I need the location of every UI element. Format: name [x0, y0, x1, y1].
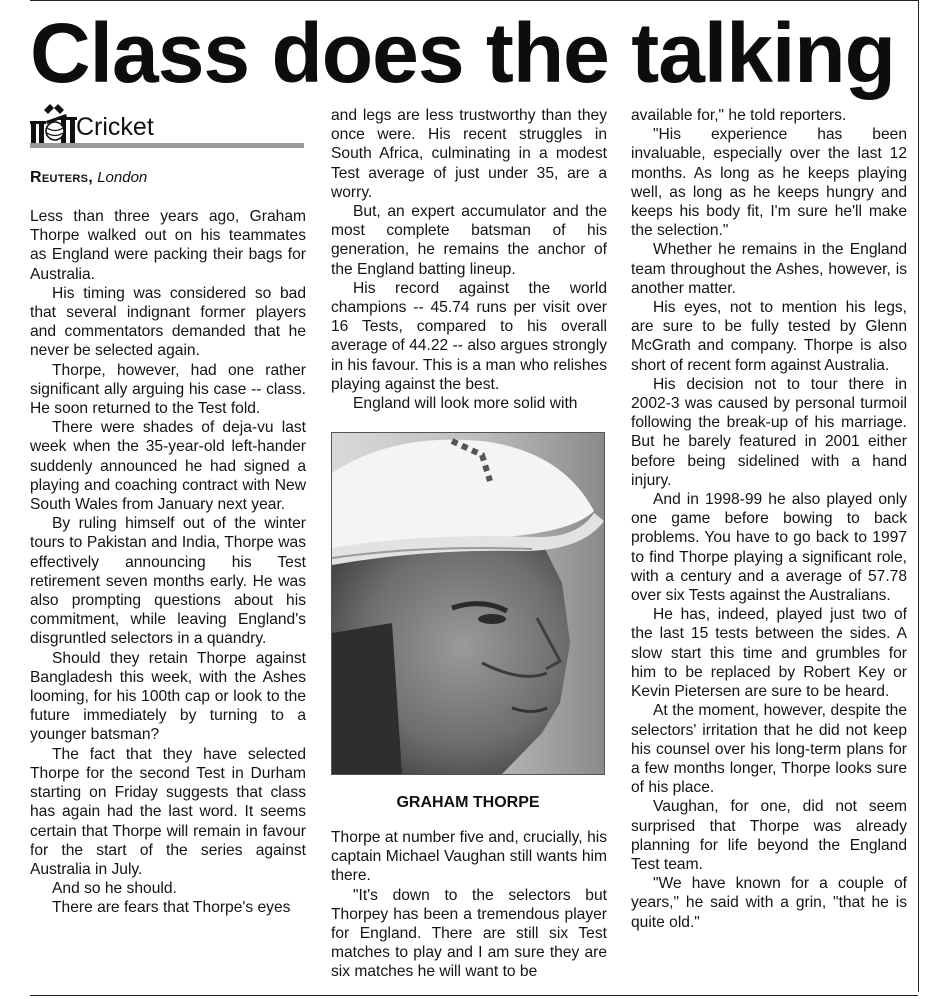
article-column-2-bottom — [331, 828, 607, 982]
paragraph: "We have known for a couple of years," he said with a grin, "that he is quite old." — [631, 875, 907, 931]
article-column-1 — [30, 207, 306, 918]
paragraph: By ruling himself out of the winter tours to Pakistan and India, Thorpe was effectively announcing his Test retirement seven months early. He was also prompting questions about his commitment, while leaving England's disgruntled selectors in a quandry. — [30, 515, 306, 648]
right-rule — [918, 0, 919, 992]
paragraph: He has, indeed, played just two of the last 15 tests between the sides. A slow start this time and grumbles for him to be replaced by Robert Key or Kevin Pietersen are sure to be heard. — [631, 606, 907, 701]
paragraph: available for," he told reporters. — [631, 107, 847, 124]
section-label: Cricket — [76, 113, 154, 141]
paragraph: At the moment, however, despite the selectors' irritation that he did not keep his counsel over his long-term plans for a few months longer, Thorpe looks sure of his place. — [631, 702, 907, 797]
article-column-3 — [631, 106, 907, 932]
headline: Class does the talking — [30, 6, 895, 100]
paragraph: But, an expert accumulator and the most complete batsman of his generation, he remains the anchor of the England batting lineup. — [331, 203, 607, 278]
paragraph: Less than three years ago, Graham Thorpe walked out on his teammates as England were packing their bags for Australia. — [30, 208, 306, 283]
paragraph: "His experience has been invaluable, especially over the last 12 months. As long as he keeps playing well, as long as he keeps hungry and keeps his body fit, I'm sure he'll make the selection." — [631, 126, 907, 240]
player-photo — [331, 432, 605, 775]
byline-agency: Reuters, — [30, 169, 94, 186]
paragraph: Thorpe at number five and, crucially, his captain Michael Vaughan still wants him there. — [331, 829, 607, 885]
paragraph: Whether he remains in the England team throughout the Ashes, however, is another matter. — [631, 241, 907, 297]
photo-caption: GRAHAM THORPE — [396, 794, 540, 811]
paragraph: Vaughan, for one, did not seem surprised that Thorpe was already planning for life beyond the England Test team. — [631, 798, 907, 873]
paragraph: And so he should. — [52, 880, 177, 898]
paragraph: The fact that they have selected Thorpe for the second Test in Durham starting on Friday suggests that class has again had the last word. It seems certain that Thorpe will remain in favour for the start of the series against Australia in July. — [30, 745, 306, 878]
paragraph: There were shades of deja-vu last week when the 35-year-old left-hander suddenly announced he had signed a playing and coaching contract with New South Wales from January next year. — [30, 419, 306, 514]
paragraph: His timing was considered so bad that several indignant former players and commentators demanded that he never be selected again. — [30, 284, 306, 360]
section-logo — [30, 102, 306, 148]
paragraph: and legs are less trustworthy than they once were. His recent struggles in South Africa, culminating in a modest Test average of just under 35, are a worry. — [331, 107, 607, 201]
top-rule — [30, 0, 918, 1]
paragraph: There are fears that Thorpe's eyes — [52, 899, 291, 917]
paragraph: England will look more solid with — [353, 395, 578, 413]
paragraph: And in 1998-99 he also played only one game before bowing to back problems. You have to go back to 1997 to find Thorpe playing a significant role, with a century and a average of 57.78 over six Tests against the Australians. — [631, 491, 907, 605]
paragraph: "It's down to the selectors but Thorpey has been a tremendous player for England. There are still six Test matches to play and I am sure they are six matches he will want to be — [331, 886, 607, 981]
byline-place: London — [97, 169, 148, 186]
byline — [30, 168, 147, 188]
paragraph: His record against the world champions -- 45.74 runs per visit over 16 Tests, compared to his overall average of 44.22 -- also argues strongly in his favour. This is a man who relishes playing against the best. — [331, 279, 607, 393]
paragraph: His decision not to tour there in 2002-3 was caused by personal turmoil following the break-up of his marriage. But he barely featured in 2001 either before being sidelined with a hand injury. — [631, 375, 907, 489]
bottom-rule — [30, 995, 918, 996]
paragraph: Thorpe, however, had one rather significant ally arguing his case -- class. He soon returned to the Test fold. — [30, 361, 306, 418]
article-column-2-top — [331, 106, 607, 413]
paragraph: His eyes, not to mention his legs, are sure to be fully tested by Glenn McGrath and company. Thorpe is also short of recent form against Australia. — [631, 299, 907, 374]
section-rule — [30, 143, 304, 148]
paragraph: Should they retain Thorpe against Bangladesh this week, with the Ashes looming, for his 100th cap or look to the future immediately by turning to a younger batsman? — [30, 649, 306, 744]
